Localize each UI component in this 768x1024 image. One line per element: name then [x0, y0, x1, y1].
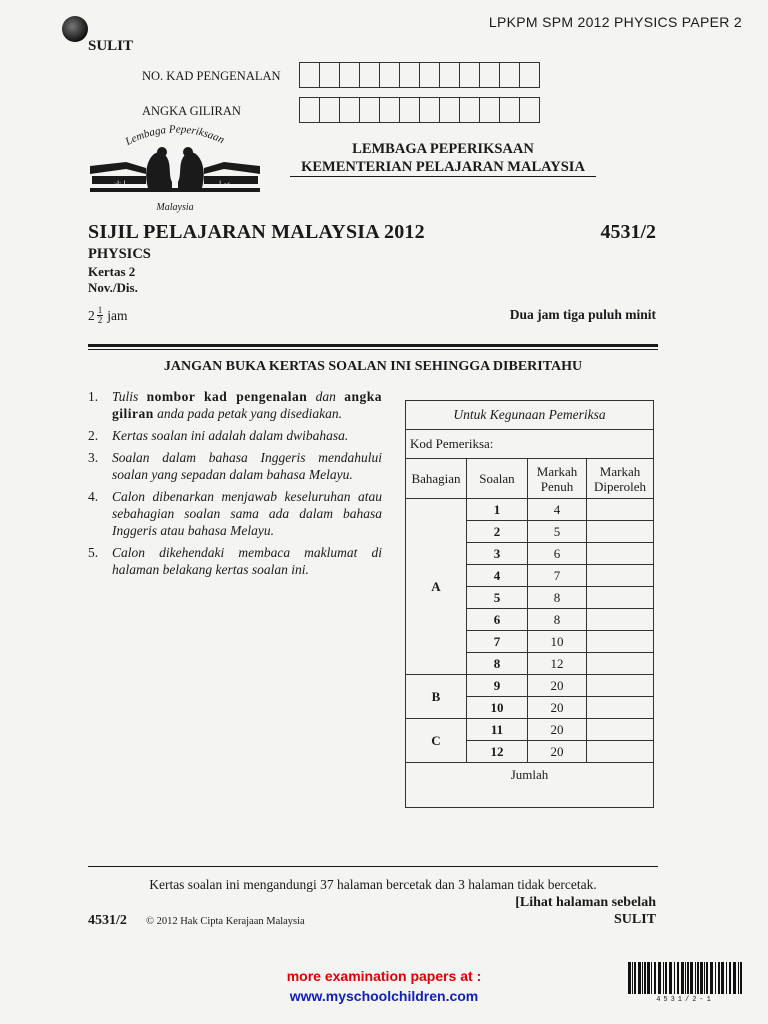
barcode-bar [632, 962, 633, 994]
marks-obtained-cell[interactable] [587, 587, 654, 609]
barcode-bar [704, 962, 705, 994]
sulit-label-footer: SULIT [613, 912, 656, 927]
subject-name: PHYSICS [88, 246, 151, 262]
barcode-bar [726, 962, 727, 994]
logo-bottom-text: Malaysia [156, 202, 194, 213]
instruction-item: 1. Tulis nombor kad pengenalan dan angka giliran anda pada petak yang disediakan. [88, 389, 383, 421]
digit-box[interactable] [340, 63, 360, 87]
barcode-bar [710, 962, 713, 994]
total-row: Jumlah [406, 763, 654, 808]
question-cell: 7 [467, 631, 528, 653]
full-marks-cell: 12 [528, 653, 587, 675]
duration-unit: jam [107, 307, 128, 323]
barcode-bar [740, 962, 742, 994]
barcode-text: 4531/2-1 [656, 996, 714, 1004]
institution-line2: KEMENTERIAN PELAJARAN MALAYSIA [290, 158, 596, 177]
paper-code: 4531/2 [600, 221, 656, 243]
logo-arc-text: Lembaga Peperiksaan [123, 123, 227, 148]
duration-denominator: 2 [97, 315, 103, 325]
marks-obtained-cell[interactable] [587, 631, 654, 653]
barcode-bar [685, 962, 686, 994]
digit-box[interactable] [460, 98, 480, 122]
barcode-bar [663, 962, 664, 994]
digit-box[interactable] [320, 98, 340, 122]
duration-whole: 2 [88, 307, 95, 323]
marks-obtained-cell[interactable] [587, 697, 654, 719]
question-cell: 4 [467, 565, 528, 587]
full-marks-cell: 6 [528, 543, 587, 565]
digit-box[interactable] [360, 98, 380, 122]
marks-obtained-cell[interactable] [587, 565, 654, 587]
barcode-bar [681, 962, 684, 994]
digit-box[interactable] [320, 63, 340, 87]
barcode-bar [654, 962, 656, 994]
barcode-bar [733, 962, 736, 994]
digit-box[interactable] [380, 98, 400, 122]
barcode-bar [729, 962, 731, 994]
barcode-bar [647, 962, 650, 994]
col-header-marks-obtained: Markah Diperoleh [587, 459, 654, 499]
footer-paper-code: 4531/2 [88, 913, 127, 928]
question-cell: 12 [467, 741, 528, 763]
marks-obtained-cell[interactable] [587, 653, 654, 675]
barcode-bar [642, 962, 643, 994]
copyright-text: © 2012 Hak Cipta Kerajaan Malaysia [146, 916, 305, 927]
next-page-note: [Lihat halaman sebelah [515, 895, 656, 910]
digit-box[interactable] [440, 63, 460, 87]
digit-box[interactable] [520, 98, 539, 122]
barcode-bar [665, 962, 667, 994]
digit-box[interactable] [500, 98, 520, 122]
marks-obtained-cell[interactable] [587, 675, 654, 697]
barcode-bar [658, 962, 661, 994]
marks-obtained-cell[interactable] [587, 719, 654, 741]
question-cell: 6 [467, 609, 528, 631]
logo-script-right: عدیل [216, 180, 232, 188]
col-header-question: Soalan [467, 459, 528, 499]
barcode-bar [634, 962, 636, 994]
instructions-list [88, 388, 382, 583]
marks-obtained-cell[interactable] [587, 741, 654, 763]
full-marks-cell: 5 [528, 521, 587, 543]
index-number-label: ANGKA GILIRAN [142, 104, 241, 118]
barcode-bar [715, 962, 716, 994]
barcode-bar [669, 962, 672, 994]
digit-box[interactable] [420, 63, 440, 87]
digit-box[interactable] [300, 63, 320, 87]
exam-board-logo [86, 122, 264, 214]
barcode-bar [687, 962, 689, 994]
header-title: LPKPM SPM 2012 PHYSICS PAPER 2 [488, 14, 742, 30]
paper-number: Kertas 2 [88, 264, 136, 279]
table-row [406, 675, 654, 697]
index-number-boxes[interactable] [299, 97, 540, 123]
section-cell: A [406, 499, 467, 675]
full-marks-cell: 10 [528, 631, 587, 653]
digit-box[interactable] [440, 98, 460, 122]
question-cell: 1 [467, 499, 528, 521]
instruction-item: 2. Kertas soalan ini adalah dalam dwibahasa. [88, 428, 349, 443]
barcode-bar [628, 962, 631, 994]
digit-box[interactable] [420, 98, 440, 122]
barcode-bar [718, 962, 720, 994]
exam-session: Nov./Dis. [88, 280, 138, 295]
duration-frac [97, 306, 104, 325]
barcode-bar [690, 962, 693, 994]
warning-text: JANGAN BUKA KERTAS SOALAN INI SEHINGGA DIBERITAHU [163, 359, 583, 374]
exam-title: SIJIL PELAJARAN MALAYSIA 2012 [88, 221, 425, 243]
sulit-label-top: SULIT [88, 38, 134, 54]
question-cell: 10 [467, 697, 528, 719]
full-marks-cell: 8 [528, 609, 587, 631]
institution-block [290, 140, 596, 177]
barcode-bar [644, 962, 646, 994]
full-marks-cell: 20 [528, 697, 587, 719]
marks-obtained-cell[interactable] [587, 499, 654, 521]
examiner-code-field[interactable]: Kod Pemeriksa: [406, 430, 654, 459]
institution-line1: LEMBAGA PEPERIKSAAN [352, 141, 534, 157]
logo-script-left: ابتان [112, 180, 126, 188]
col-header-section: Bahagian [406, 459, 467, 499]
promo-link[interactable]: www.myschoolchildren.com [289, 988, 479, 1004]
page-count-note: Kertas soalan ini mengandungi 37 halaman bercetak dan 3 halaman tidak bercetak. [149, 877, 597, 892]
table-row [406, 499, 654, 521]
full-marks-cell: 20 [528, 719, 587, 741]
examiner-table-caption: Untuk Kegunaan Pemeriksa [406, 401, 654, 430]
digit-box[interactable] [500, 63, 520, 87]
full-marks-cell: 7 [528, 565, 587, 587]
digit-box[interactable] [400, 63, 420, 87]
full-marks-cell: 8 [528, 587, 587, 609]
digit-box[interactable] [380, 63, 400, 87]
digit-box[interactable] [340, 98, 360, 122]
duration-words: Dua jam tiga puluh minit [509, 307, 656, 322]
barcode-bar [651, 962, 652, 994]
duration-fraction [88, 306, 128, 325]
barcode-bar [721, 962, 724, 994]
marks-obtained-cell[interactable] [587, 609, 654, 631]
digit-box[interactable] [480, 63, 500, 87]
col-header-full-marks: Markah Penuh [528, 459, 587, 499]
barcode-bar [677, 962, 679, 994]
full-marks-cell: 20 [528, 741, 587, 763]
question-cell: 8 [467, 653, 528, 675]
barcode-bar [697, 962, 699, 994]
instruction-item: 3. Soalan dalam bahasa Inggeris mendahului soalan yang sepadan dalam bahasa Melayu. [88, 450, 382, 482]
section-cell: B [406, 675, 467, 719]
divider-thin [88, 349, 658, 350]
instruction-item: 4. Calon dibenarkan menjawab keseluruhan atau sebahagian soalan sama ada dalam bahasa Inggeris atau bahasa Melayu. [88, 489, 382, 538]
section-cell: C [406, 719, 467, 763]
divider-thick [88, 344, 658, 347]
barcode-bar [674, 962, 675, 994]
digit-box[interactable] [460, 63, 480, 87]
instruction-item: 5. Calon dikehendaki membaca maklumat di halaman belakang kertas soalan ini. [88, 545, 382, 577]
table-row [406, 719, 654, 741]
barcode-bar [695, 962, 696, 994]
svg-text:Lembaga Peperiksaan [123, 123, 227, 148]
question-cell: 11 [467, 719, 528, 741]
question-cell: 5 [467, 587, 528, 609]
ic-number-boxes[interactable] [299, 62, 540, 88]
marks-obtained-cell[interactable] [587, 543, 654, 565]
digit-box[interactable] [480, 98, 500, 122]
promo-text: more examination papers at : [286, 968, 482, 984]
barcode-bar [638, 962, 641, 994]
full-marks-cell: 20 [528, 675, 587, 697]
duration-numerator: 1 [97, 305, 103, 315]
barcode-bar [738, 962, 739, 994]
barcode-bar [700, 962, 703, 994]
digit-box[interactable] [520, 63, 539, 87]
barcode-bar [706, 962, 708, 994]
question-cell: 2 [467, 521, 528, 543]
punch-hole [62, 16, 88, 42]
examiner-table [405, 400, 654, 808]
barcode [628, 962, 742, 994]
full-marks-cell: 4 [528, 499, 587, 521]
digit-box[interactable] [400, 98, 420, 122]
question-cell: 9 [467, 675, 528, 697]
digit-box[interactable] [360, 63, 380, 87]
ic-number-label: NO. KAD PENGENALAN [142, 69, 281, 83]
question-cell: 3 [467, 543, 528, 565]
marks-obtained-cell[interactable] [587, 521, 654, 543]
digit-box[interactable] [300, 98, 320, 122]
footer-divider [88, 866, 658, 867]
